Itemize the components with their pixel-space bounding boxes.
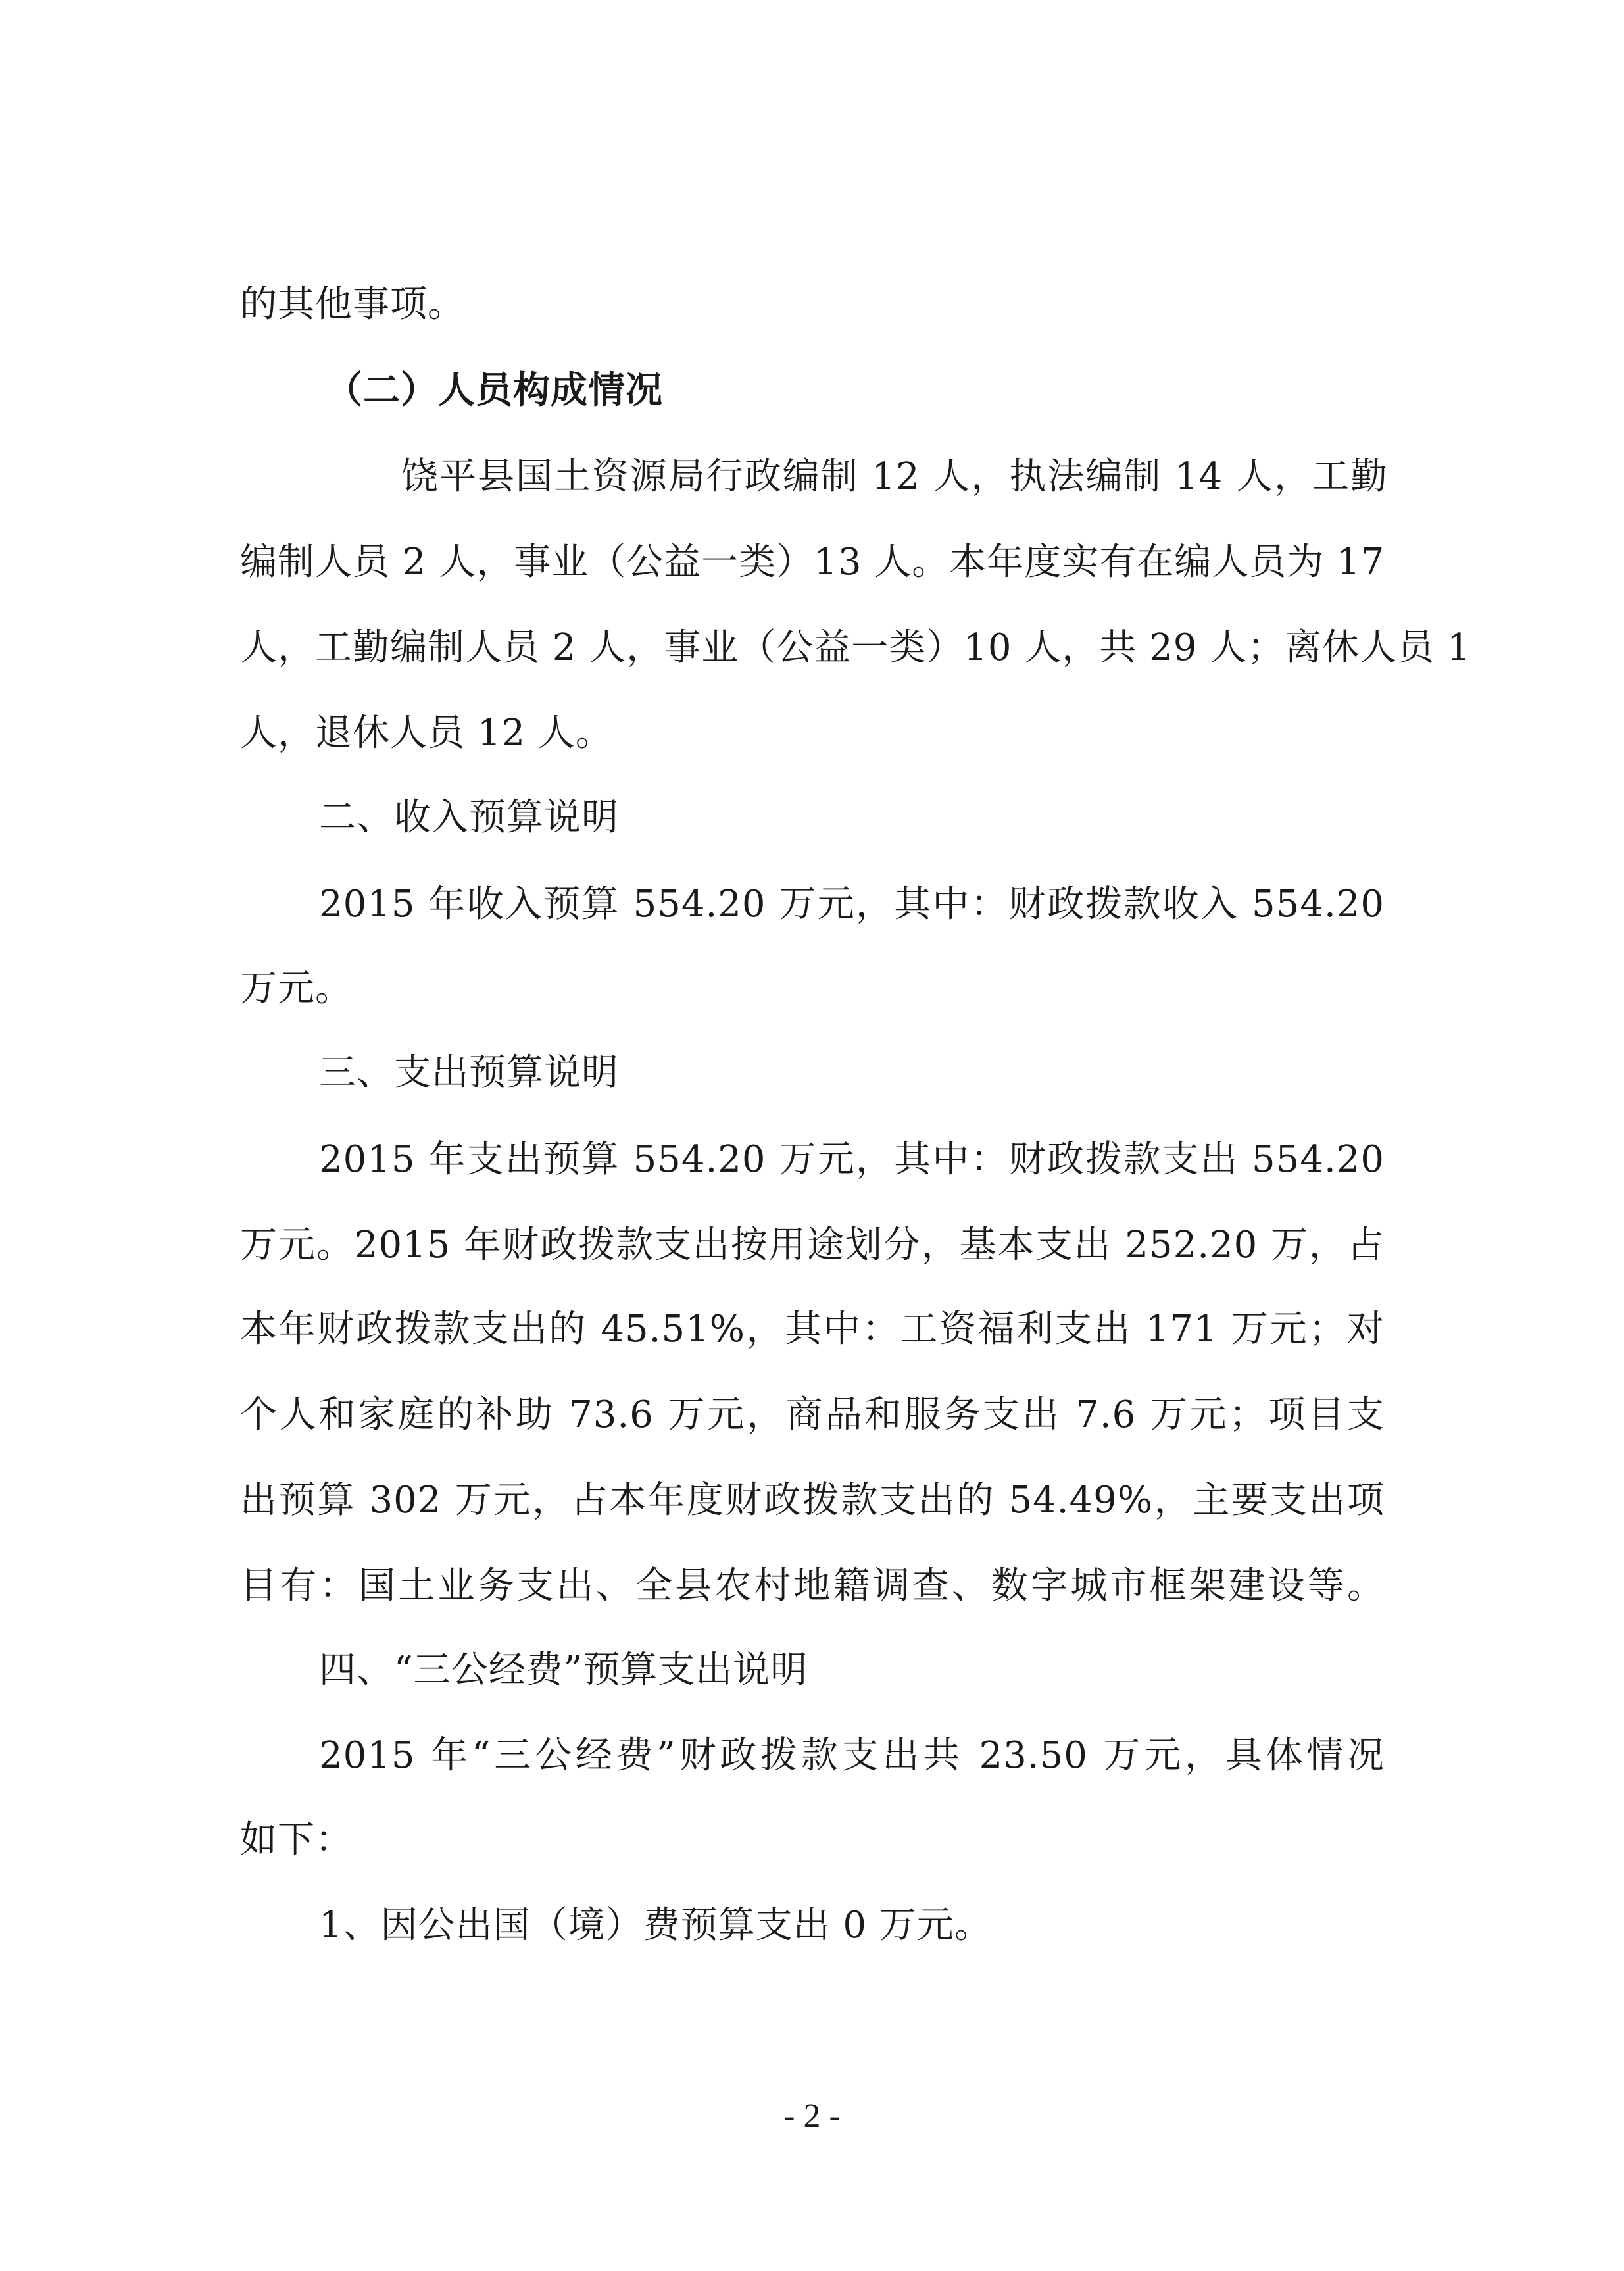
text-line: 人，退休人员 12 人。 [240, 712, 613, 755]
list-item-overseas: 1、因公出国（境）费预算支出 0 万元。 [319, 1904, 992, 1947]
section-heading-three-public: 四、“三公经费”预算支出说明 [319, 1649, 808, 1691]
text-line: 目有：国土业务支出、全县农村地籍调查、数字城市框架建设等。 [240, 1564, 1385, 1607]
text-line: 饶平县国土资源局行政编制 12 人，执法编制 14 人，工勤 [401, 455, 1388, 498]
text-line: 2015 年收入预算 554.20 万元，其中：财政拨款收入 554.20 [319, 883, 1385, 926]
section-heading-staff: （二）人员构成情况 [326, 368, 663, 412]
text-line: 个人和家庭的补助 73.6 万元，商品和服务支出 7.6 万元；项目支 [240, 1393, 1385, 1436]
text-line: 本年财政拨款支出的 45.51%，其中：工资福利支出 171 万元；对 [240, 1308, 1385, 1351]
page-number: - 2 - [783, 2097, 841, 2135]
text-line-continuation: 的其他事项。 [240, 283, 465, 326]
text-line: 编制人员 2 人，事业（公益一类）13 人。本年度实有在编人员为 17 [240, 541, 1385, 584]
text-line: 出预算 302 万元，占本年度财政拨款支出的 54.49%，主要支出项 [240, 1479, 1385, 1522]
section-heading-income: 二、收入预算说明 [319, 796, 619, 839]
text-line: 万元。2015 年财政拨款支出按用途划分，基本支出 252.20 万，占 [240, 1224, 1385, 1266]
text-line: 万元。 [240, 967, 353, 1010]
text-line: 2015 年“三公经费”财政拨款支出共 23.50 万元，具体情况 [319, 1734, 1385, 1777]
text-line: 2015 年支出预算 554.20 万元，其中：财政拨款支出 554.20 [319, 1138, 1385, 1181]
text-line: 如下： [240, 1818, 353, 1861]
section-heading-expenditure: 三、支出预算说明 [319, 1051, 619, 1094]
text-line: 人，工勤编制人员 2 人，事业（公益一类）10 人，共 29 人；离休人员 1 [240, 626, 1471, 669]
